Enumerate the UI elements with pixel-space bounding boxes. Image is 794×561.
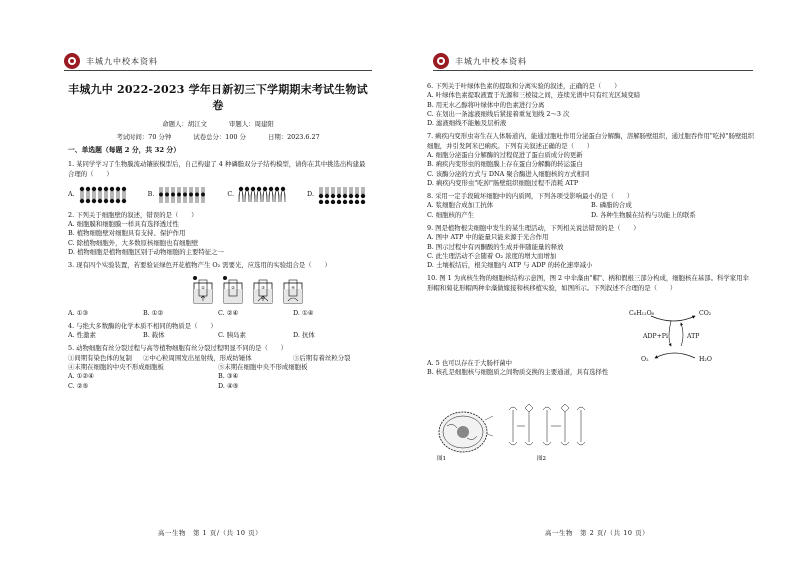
question-8: 8. 采用一定手段破坏细胞中的内质网，下列各项受影响最小的是（ ）: [427, 192, 634, 201]
svg-text:③: ③: [261, 284, 265, 290]
page-header: [64, 52, 158, 70]
figure-2-label: 图2: [537, 456, 546, 462]
q5-item-5: ⑤末期在细胞中央不形成细胞板: [218, 362, 308, 371]
exam-meta-info: [68, 133, 368, 142]
q4-option-a: A. 性激素: [68, 331, 96, 340]
membrane-option-b: B.: [148, 186, 209, 204]
setup-4-icon: [280, 275, 306, 305]
q8-options-row2: [427, 211, 755, 220]
q5-option-b: B. ③④: [218, 372, 239, 381]
h2o-label: H₂O: [699, 356, 712, 363]
membrane-option-a: A.: [68, 186, 129, 204]
membrane-model-d-icon: [318, 186, 368, 204]
exam-score: 试卷总分：100 分: [193, 133, 246, 142]
membrane-model-b-icon: [158, 186, 208, 204]
q6-option-b: B. 用无水乙醇将叶绿体中的色素进行分离: [427, 100, 545, 109]
q6-option-a: A. 叶绿体色素提取液置于光源和三棱镜之间，连续光谱中只有红光区域变暗: [427, 91, 641, 100]
atp-label: ATP: [687, 333, 700, 340]
q3-option-c: C. ②④: [218, 308, 239, 317]
membrane-model-a-icon: [79, 186, 129, 204]
exam-meta-authors: [68, 120, 368, 129]
q5-items-row2: [68, 363, 368, 372]
q5-option-d: D. ④⑤: [218, 381, 239, 390]
q7-option-a: A. 细胞分泌蛋白分解酶的过程促进了蛋白质成分的更新: [427, 150, 583, 159]
membrane-option-d: D.: [307, 186, 368, 204]
q6-option-c: C. 在划出一条滤液细线后紧接着重复划线 2～3 次: [427, 109, 570, 118]
setup-2-icon: [220, 275, 246, 305]
atp-cycle-diagram: [629, 308, 719, 368]
co2-label: CO₂: [699, 310, 712, 317]
exam-date: 日期：2023.6.27: [267, 133, 320, 142]
setup-1-icon: [190, 275, 216, 305]
experiment-setups: [128, 275, 368, 305]
figure-1-label: 图1: [437, 456, 446, 462]
question-10: 10. 图 1 为真核生物的细胞核结构示意图，图 2 中伞藻由"帽"、柄和假根三部分构成，细胞核在基部。科学家用伞形帽和菊花形帽两种伞藻做嫁接和核移植实验，如图所示。下列叙述不合理的是（ ）: [427, 274, 749, 292]
nucleus-structure-diagram: [433, 408, 495, 464]
membrane-models: [68, 185, 368, 205]
q9-option-d: D. 土壤板结后，根尖细胞内 ATP 与 ADP 的转化速率减小: [427, 261, 593, 270]
adp-label: ADP+Pi: [643, 333, 668, 340]
exam-title: 丰城九中 2022-2023 学年日新初三下学期期末考试生物试卷: [68, 83, 368, 112]
header-school-name: 丰城九中校本资料: [455, 56, 527, 66]
q3-option-a: A. ①③: [68, 308, 89, 317]
question-5: 5. 动物细胞有丝分裂过程与高等植物细胞有丝分裂过程明显不同的是（ ）: [68, 344, 288, 353]
left-content: [68, 80, 368, 391]
header-divider: [64, 70, 372, 71]
q4-option-b: B. 载体: [143, 331, 165, 340]
membrane-model-c-icon: [238, 186, 288, 204]
q7-option-b: B. 痢疾内变形虫的细胞膜上存在蛋白分解酶的转运蛋白: [427, 160, 583, 169]
q5-item-3: ③后期有着丝粒分裂: [293, 353, 351, 362]
q5-item-2: ②中心粒周围发出星射线，形成纺锤体: [143, 353, 252, 362]
q10-option-a: A. 5 也可以存在于大肠杆菌中: [427, 358, 513, 367]
q5-option-c: C. ②⑤: [68, 381, 89, 390]
q5-options-row1: [68, 372, 368, 381]
school-logo-icon: [64, 53, 80, 69]
membrane-option-c: C.: [227, 186, 288, 204]
q4-option-c: C. 胰岛素: [218, 331, 246, 340]
glucose-label: C₆H₁₂O₆: [629, 310, 655, 317]
question-1: 1. 某同学学习了生物膜流动镶嵌模型后，自己构建了 4 种磷脂双分子结构模型，请你在其中挑选出构建最合理的（ ）: [68, 160, 366, 178]
q8-options-row1: [427, 201, 755, 210]
q7-option-d: D. 痢疾内变形虫"吃掉"肠壁组织细胞过程不消耗 ATP: [427, 178, 579, 187]
q3-option-b: B. ①②: [143, 308, 164, 317]
q3-options: [68, 309, 368, 318]
exam-time: 考试时间：70 分钟: [116, 133, 172, 142]
q4-options: [68, 331, 368, 340]
q8-option-b: B. 磷脂的合成: [591, 201, 632, 210]
right-page: [397, 0, 794, 561]
q6-option-d: D. 滤液细线不能触及层析液: [427, 119, 507, 128]
q8-option-a: A. 浆细胞合成加工抗体: [427, 201, 494, 210]
question-2: 2. 下列关于细胞壁的叙述，错误的是（ ）: [68, 210, 198, 219]
q2-option-c: C. 除植物细胞外，大多数原核细胞也有细胞壁: [68, 238, 199, 247]
header-divider: [433, 70, 753, 71]
q3-option-d: D. ①④: [293, 308, 314, 317]
author: 命题人：胡江文: [162, 119, 207, 128]
q7-option-c: C. 该酶分泌的方式与 DNA 聚合酶进入细胞核的方式相同: [427, 169, 590, 178]
svg-text:④: ④: [291, 284, 295, 290]
page-header: [433, 52, 527, 70]
question-7: 7. 痢疾内变形虫寄生在人体肠道内，能通过胞吐作用分泌蛋白分解酶，溶解肠壁组织，通过胞吞作用"吃掉"肠壁组织细胞，并引发阿米巴痢疾。下列有关叙述正确的是（ ）: [427, 132, 755, 150]
q2-option-a: A. 细胞膜和细胞膜一样具有选择透过性: [68, 220, 179, 229]
question-3: 3. 现有四个实验装置，若要验证绿色开花植物产生 O₂ 需要光，应选用的实验组合是（ ）: [68, 261, 331, 270]
o2-label: O₂: [641, 356, 649, 363]
q8-option-c: C. 细胞核的产生: [427, 210, 475, 219]
q10-option-b: B. 核孔是细胞核与细胞质之间物质交换的主要通道，具有选择性: [427, 368, 609, 377]
q5-option-a: A. ①②④: [68, 372, 94, 381]
question-9: 9. 图是植物根尖细胞中发生的某生理活动，下列相关说法错误的是（ ）: [427, 223, 640, 232]
q9-option-a: A. 图中 ATP 中的能量只能来源于光合作用: [427, 233, 549, 242]
q5-item-4: ④末期在细胞的中央不形成细胞板: [68, 362, 164, 371]
acetabularia-graft-diagram: [503, 402, 589, 464]
header-school-name: 丰城九中校本资料: [86, 56, 158, 66]
page-footer: 高一生物 第 1 页/（共 10 页）: [158, 529, 263, 537]
page-footer: 高一生物 第 2 页/（共 10 页）: [545, 529, 650, 537]
school-logo-icon: [433, 53, 449, 69]
svg-text:②: ②: [231, 284, 235, 290]
svg-text:①: ①: [201, 284, 205, 290]
section-heading: 一、单选题（每题 2 分，共 32 分）: [68, 146, 181, 155]
q4-option-d: D. 抗体: [293, 331, 315, 340]
q5-item-1: ①间期有染色体的复制: [68, 353, 132, 362]
q2-option-b: B. 植物细胞壁对细胞具有支持、保护作用: [68, 229, 186, 238]
reviewer: 审题人：周建阳: [229, 119, 274, 128]
q9-option-c: C. 此生理活动不会随着 O₂ 浓度的增大而增加: [427, 251, 557, 260]
q8-option-d: D. 各种生物膜在结构与功能上的联系: [591, 210, 696, 219]
q5-items-row1: [68, 354, 368, 363]
q9-option-b: B. 图示过程中有丙酮酸的生成并伴随能量的释放: [427, 242, 564, 251]
question-6: 6. 下列关于叶绿体色素的提取和分离实验的叙述，正确的是（ ）: [427, 82, 621, 90]
q5-options-row2: [68, 382, 368, 391]
question-4: 4. 与绝大多数酶的化学本质不相同的物质是（ ）: [68, 321, 217, 330]
setup-3-icon: [250, 275, 276, 305]
q2-option-d: D. 植物细胞是植物细胞区别于动物细胞的主要特征之一: [68, 247, 224, 256]
